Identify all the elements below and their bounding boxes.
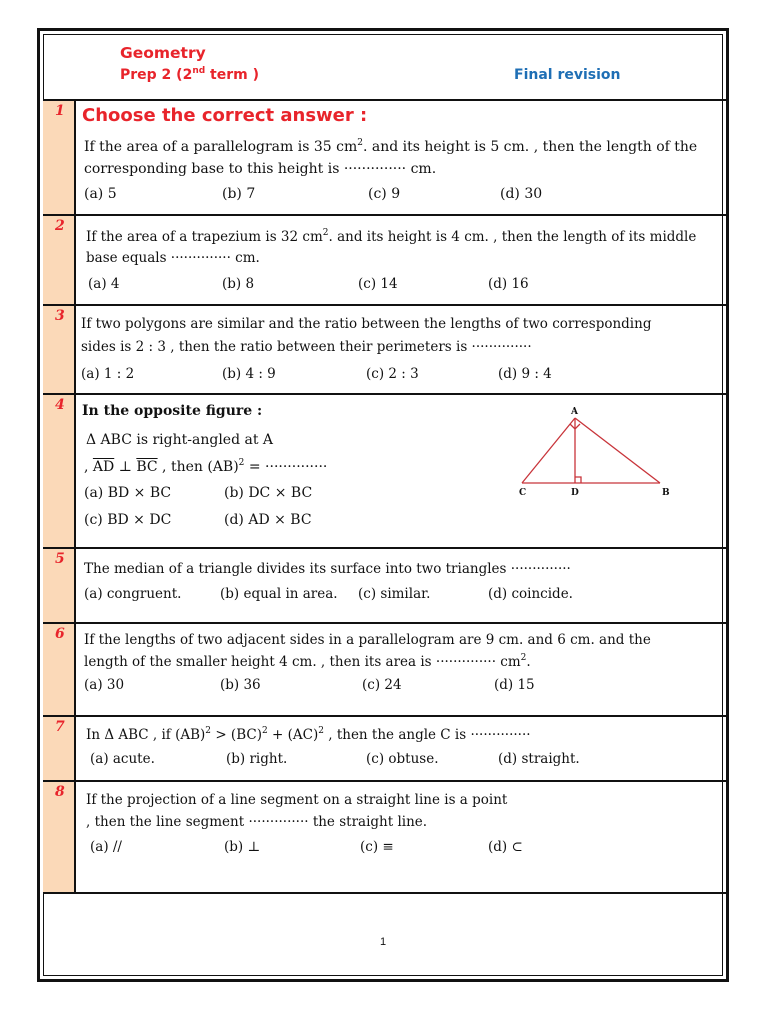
question-text: If the area of a trapezium is 32 $cm^2$. and its height is 4 cm. , then the length of its middle <box>86 228 697 245</box>
choice-c[interactable]: (c) similar. <box>358 586 431 602</box>
label-a: A <box>571 407 578 417</box>
choice-d[interactable]: (d) ⊂ <box>488 839 523 855</box>
choice-a[interactable]: (a) 5 <box>84 186 117 202</box>
choice-b[interactable]: (b) 36 <box>220 677 261 693</box>
triangle-figure <box>512 404 672 500</box>
row-divider <box>43 547 727 549</box>
question-number: 6 <box>55 626 65 642</box>
row-divider <box>43 892 727 894</box>
choice-b[interactable]: (b) 4 : 9 <box>222 366 276 382</box>
row-divider <box>43 99 727 101</box>
row-divider <box>43 715 727 717</box>
final-revision-label: Final revision <box>514 67 621 83</box>
choice-d[interactable]: (d) 16 <box>488 276 529 292</box>
choice-a[interactable]: (a) congruent. <box>84 586 182 602</box>
question-number: 2 <box>55 218 65 234</box>
question-text: If the projection of a line segment on a straight line is a point <box>86 792 508 808</box>
question-text: corresponding base to this height is ·············· cm. <box>84 161 437 177</box>
side-ab <box>575 418 660 483</box>
question-text: sides is 2 : 3 , then the ratio between their perimeters is ·············· <box>81 339 532 355</box>
right-angle-mark-d <box>575 477 581 483</box>
row-divider <box>43 780 727 782</box>
question-number: 1 <box>55 103 65 119</box>
choice-a[interactable]: (a) 4 <box>88 276 120 292</box>
choice-c[interactable]: (c) BD × DC <box>84 512 172 528</box>
choice-c[interactable]: (c) 24 <box>362 677 402 693</box>
subject-title: Geometry <box>120 44 206 62</box>
choice-b[interactable]: (b) equal in area. <box>220 586 338 602</box>
column-divider <box>74 99 76 893</box>
question-text: If the lengths of two adjacent sides in a parallelogram are 9 cm. and 6 cm. and the <box>84 632 651 648</box>
question-text: length of the smaller height 4 cm. , then its area is ·············· $cm^2$. <box>84 653 531 670</box>
label-b: B <box>662 488 670 498</box>
question-text: , then the line segment ·············· the straight line. <box>86 814 428 830</box>
page-number: 1 <box>380 936 387 948</box>
choice-d[interactable]: (d) 9 : 4 <box>498 366 552 382</box>
label-c: C <box>519 488 527 498</box>
question-text: In Δ ABC , if (AB)$^2$ > (BC)$^2$ + (AC)$^2$ , then the angle C is ·············· <box>86 726 531 743</box>
row-divider <box>43 393 727 395</box>
choice-d[interactable]: (d) coincide. <box>488 586 573 602</box>
row-divider <box>43 304 727 306</box>
question-number: 5 <box>55 551 65 567</box>
choice-d[interactable]: (d) straight. <box>498 751 580 767</box>
choice-b[interactable]: (b) ⊥ <box>224 839 261 855</box>
choice-b[interactable]: (b) 8 <box>222 276 255 292</box>
question-number: 4 <box>55 397 65 413</box>
question-text: Δ ABC is right-angled at A <box>86 432 274 448</box>
side-ac <box>522 418 575 483</box>
choice-d[interactable]: (d) 30 <box>500 186 543 202</box>
choice-b[interactable]: (b) DC × BC <box>224 485 313 501</box>
choice-c[interactable]: (c) obtuse. <box>366 751 439 767</box>
question-text: base equals ·············· cm. <box>86 250 260 266</box>
row-divider <box>43 622 727 624</box>
choice-d[interactable]: (d) 15 <box>494 677 535 693</box>
question-number: 3 <box>55 308 65 324</box>
grade-label: Prep 2 (2nd term ) <box>120 66 259 83</box>
choice-a[interactable]: (a) 1 : 2 <box>81 366 135 382</box>
choice-a[interactable]: (a) 30 <box>84 677 125 693</box>
question-heading: In the opposite figure : <box>82 403 263 419</box>
choice-c[interactable]: (c) 9 <box>368 186 401 202</box>
question-number: 8 <box>55 784 65 800</box>
question-text: The median of a triangle divides its surface into two triangles ·············· <box>84 561 571 577</box>
question-number: 7 <box>55 719 65 735</box>
choice-c[interactable]: (c) 14 <box>358 276 398 292</box>
choice-b[interactable]: (b) 7 <box>222 186 256 202</box>
choice-a[interactable]: (a) // <box>90 839 122 855</box>
choice-a[interactable]: (a) BD × BC <box>84 485 172 501</box>
label-d: D <box>571 488 579 498</box>
question-text: , $\overline{AD}$ ⊥ $\overline{BC}$ , then (AB)$^2$ = ·············· <box>84 458 328 475</box>
question-text: If two polygons are similar and the ratio between the lengths of two corresponding <box>81 316 652 332</box>
question-text: If the area of a parallelogram is 35 $cm^2$. and its height is 5 cm. , then the length of the <box>84 138 698 155</box>
choice-c[interactable]: (c) 2 : 3 <box>366 366 419 382</box>
row-divider <box>43 214 727 216</box>
choice-d[interactable]: (d) AD × BC <box>224 512 312 528</box>
section-title: Choose the correct answer : <box>82 105 368 126</box>
choice-a[interactable]: (a) acute. <box>90 751 155 767</box>
choice-c[interactable]: (c) ≡ <box>360 839 394 855</box>
choice-b[interactable]: (b) right. <box>226 751 288 767</box>
